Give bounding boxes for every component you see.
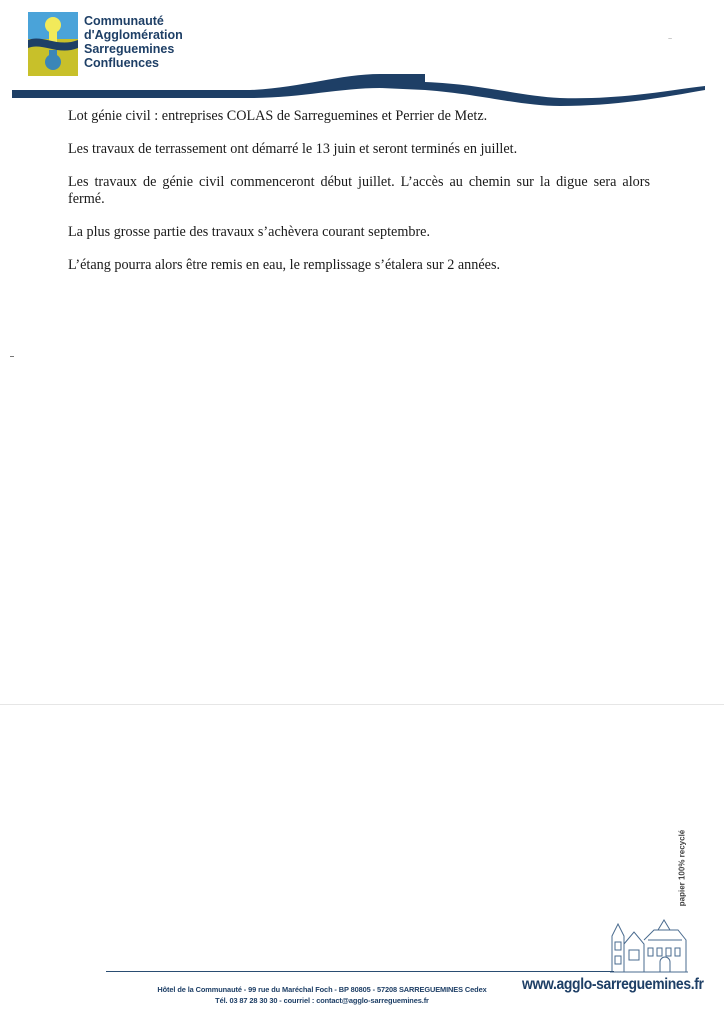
- website-url: www.agglo-sarreguemines.fr: [522, 976, 704, 993]
- recycled-paper-text: papier 100% recyclé: [677, 829, 687, 907]
- body-paragraph: La plus grosse partie des travaux s’achèvera courant septembre.: [68, 224, 431, 240]
- letter-body: [68, 108, 650, 290]
- body-paragraph: Lot génie civil : entreprises COLAS de Sarreguemines et Perrier de Metz.: [68, 108, 488, 124]
- org-name-line: d'Agglomération: [84, 28, 183, 42]
- body-paragraph: L’étang pourra alors être remis en eau, le remplissage s’étalera sur 2 années.: [68, 257, 501, 273]
- fold-line: [0, 704, 724, 705]
- org-name-line: Communauté: [84, 14, 164, 28]
- footer-divider: [106, 971, 614, 972]
- corner-mark: ~: [668, 36, 673, 43]
- org-name-line: Sarreguemines: [84, 42, 175, 56]
- body-paragraph: Les travaux de génie civil commenceront début juillet. L’accès au chemin sur la digue sera alors fermé.: [68, 174, 650, 207]
- margin-mark: [10, 356, 14, 357]
- recycled-paper-note: [676, 828, 688, 908]
- header-wave-divider: [0, 60, 724, 110]
- contact-line: Tél. 03 87 28 30 30 - courriel : contact@agglo-sarreguemines.fr: [215, 996, 429, 1005]
- address-line: Hôtel de la Communauté - 99 rue du Maréchal Foch - BP 80805 - 57208 SARREGUEMINES Cedex: [157, 985, 487, 994]
- footer-address: [130, 984, 514, 1006]
- org-name-line: Confluences: [84, 56, 160, 70]
- body-paragraph: Les travaux de terrassement ont démarré le 13 juin et seront terminés en juillet.: [68, 141, 518, 157]
- castle-illustration-icon: [608, 914, 690, 974]
